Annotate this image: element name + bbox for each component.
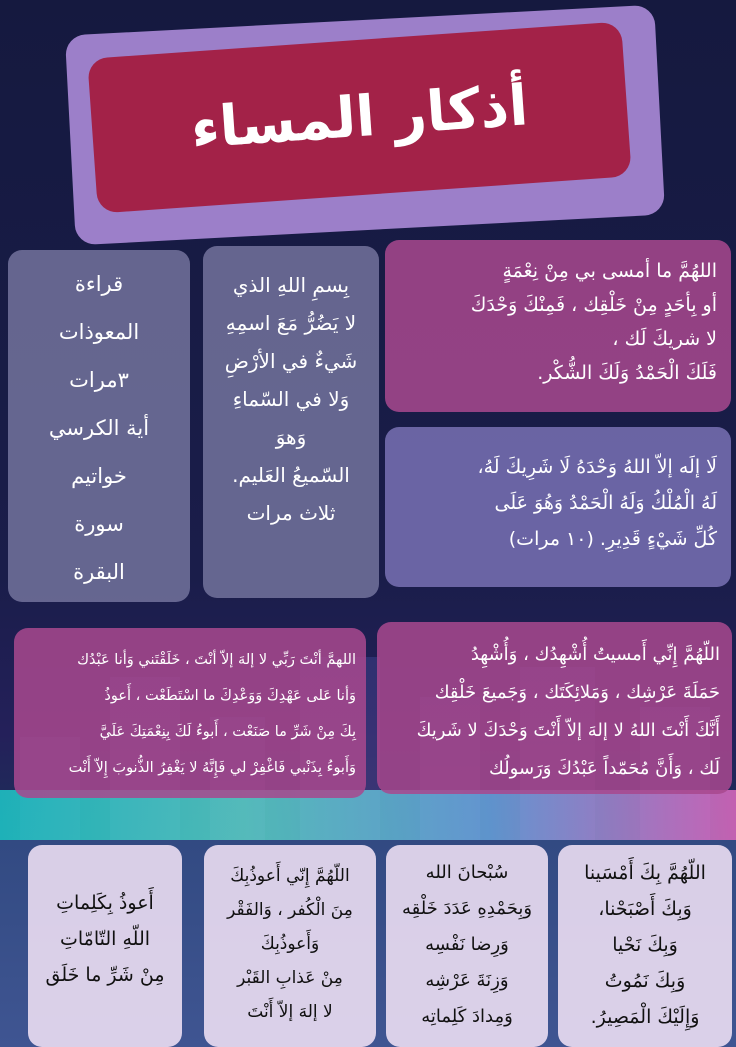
- dhikr-line: اللّهُمَّ إِنِّي أَمسيتُ أُشْهِدُك ، وَأُشْهِدُ: [470, 644, 720, 665]
- dhikr-card-blessing: [385, 240, 731, 412]
- dhikr-line: اللهُمَّ ما أمسى بي مِنْ نِعْمَةٍ: [502, 260, 717, 282]
- dhikr-line: المعوذات: [58, 320, 140, 344]
- dhikr-card-refuge-kufr: [204, 845, 376, 1047]
- dhikr-line: أَعوذُ بِكَلِماتِ: [56, 892, 154, 914]
- dhikr-line: لا إلهَ إلاّ أَنْتَ: [247, 1002, 333, 1022]
- dhikr-card-bismillah: [203, 246, 379, 598]
- dhikr-line: وَلا في السّماءِ: [232, 387, 350, 411]
- dhikr-line: اللّهِ التّامّاتِ: [59, 928, 151, 950]
- dhikr-line: بِسمِ اللهِ الذي: [232, 273, 350, 297]
- dhikr-line: أَنَّكَ أَنْتَ اللهُ لا إلهَ إلاّ أَنْتَ وَحْدَكَ لا شَريكَ: [416, 720, 720, 741]
- dhikr-card-bika-amsayna: [558, 845, 732, 1047]
- dhikr-line: اللّهُمَّ إِنّي أَعوذُبِكَ: [230, 866, 350, 886]
- dhikr-card-kalimat: [28, 845, 182, 1047]
- dhikr-line: وَبِكَ نَحْيا: [612, 934, 678, 956]
- dhikr-line: ٣مرات: [69, 368, 129, 392]
- dhikr-line: قراءة: [74, 272, 124, 296]
- dhikr-line: أية الكرسي: [48, 416, 150, 440]
- dhikr-line: لا يَضُرُّ مَعَ اسمِهِ: [225, 311, 357, 335]
- dhikr-line: مِنْ شَرِّ ما خَلَق: [45, 964, 165, 986]
- dhikr-line: وَزِنَةَ عَرْشِه: [425, 970, 509, 991]
- dhikr-card-sayyid-istighfar: [14, 628, 366, 798]
- dhikr-line: كُلِّ شَيْءٍ قَدِيرِ. (١٠ مرات): [508, 528, 717, 550]
- dhikr-line: لا شريكَ لَك ،: [612, 328, 717, 350]
- page-title: أذكار المساء: [188, 73, 531, 162]
- dhikr-line: وَهوَ: [275, 425, 307, 449]
- dhikr-line: لَهُ الْمُلْكُ وَلَهُ الْحَمْدُ وَهُوَ عَلَى: [494, 492, 717, 514]
- dhikr-line: السّميعُ العَليم.: [232, 463, 350, 487]
- dhikr-line: وَأنا عَلى عَهْدِكَ وَوَعْدِكَ ما اسْتَطَعْت ، أَعوذُ: [104, 688, 356, 704]
- dhikr-card-witness: [377, 622, 732, 794]
- dhikr-line: وَأَعوذُبِكَ: [260, 934, 320, 954]
- dhikr-card-recitation: [8, 250, 190, 602]
- dhikr-line: سُبْحانَ الله: [425, 862, 509, 883]
- dhikr-line: فَلَكَ الْحَمْدُ وَلَكَ الشُّكْر.: [537, 362, 717, 384]
- dhikr-line: مِنْ عَذابِ القَبْر: [237, 968, 343, 988]
- dhikr-line: وَبِحَمْدِهِ عَدَدَ خَلْقِه: [401, 898, 533, 919]
- dhikr-line: بِكَ مِنْ شَرِّ ما صَنَعْت ، أَبوءُ لَكَ بِنِعْمَتِكَ عَلَيَّ: [99, 724, 356, 740]
- dhikr-line: أو بِأحَدٍ مِنْ خَلْقِك ، فَمِنْكَ وَحْدَكَ: [470, 294, 717, 316]
- dhikr-line: خواتيم: [71, 464, 127, 488]
- dhikr-line: وَأَبوءُ بِذَنْبي فَاغْفِرْ لي فَإِنَّهُ لا يَغْفِرُ الذُّنوبَ إِلاّ أَنْت: [68, 760, 356, 776]
- dhikr-line: ثلاث مرات: [246, 501, 336, 525]
- dhikr-line: مِنَ الْكُفر ، وَالفَقْر: [227, 900, 353, 920]
- dhikr-card-tahlil: [385, 427, 731, 587]
- dhikr-line: وَبِكَ نَمُوتُ: [604, 970, 686, 992]
- dhikr-line: وَإِلَيْكَ الْمَصِيرُ.: [590, 1006, 700, 1028]
- dhikr-line: البقرة: [73, 560, 125, 584]
- dhikr-line: اللّهُمَّ بِكَ أَمْسَينا: [584, 862, 706, 884]
- dhikr-line: شَيءٌ في الأرْضِ: [224, 349, 358, 373]
- dhikr-line: لَك ، وَأَنَّ مُحَمّداً عَبْدُكَ وَرَسولُك: [489, 758, 720, 779]
- dhikr-line: حَمَلَةَ عَرْشِك ، وَمَلائِكَتَك ، وَجَميعَ خَلْقِك: [434, 682, 720, 703]
- dhikr-line: وَمِدادَ كَلِماتِه: [421, 1006, 513, 1027]
- dhikr-line: وَبِكَ أَصْبَحْنا،: [598, 898, 692, 920]
- dhikr-line: وَرِضا نَفْسِه: [425, 934, 509, 955]
- dhikr-card-subhanallah: [386, 845, 548, 1047]
- dhikr-line: لَا إلَه إلاّ اللهُ وَحْدَهُ لَا شَرِيكَ لَهُ،: [477, 456, 717, 478]
- dhikr-line: اللهمَّ أنْتَ رَبِّي لا إلهَ إلاّ أنْتَ ، خَلَقْتَني وَأنا عَبْدُك: [77, 652, 356, 668]
- dhikr-line: سورة: [74, 512, 124, 536]
